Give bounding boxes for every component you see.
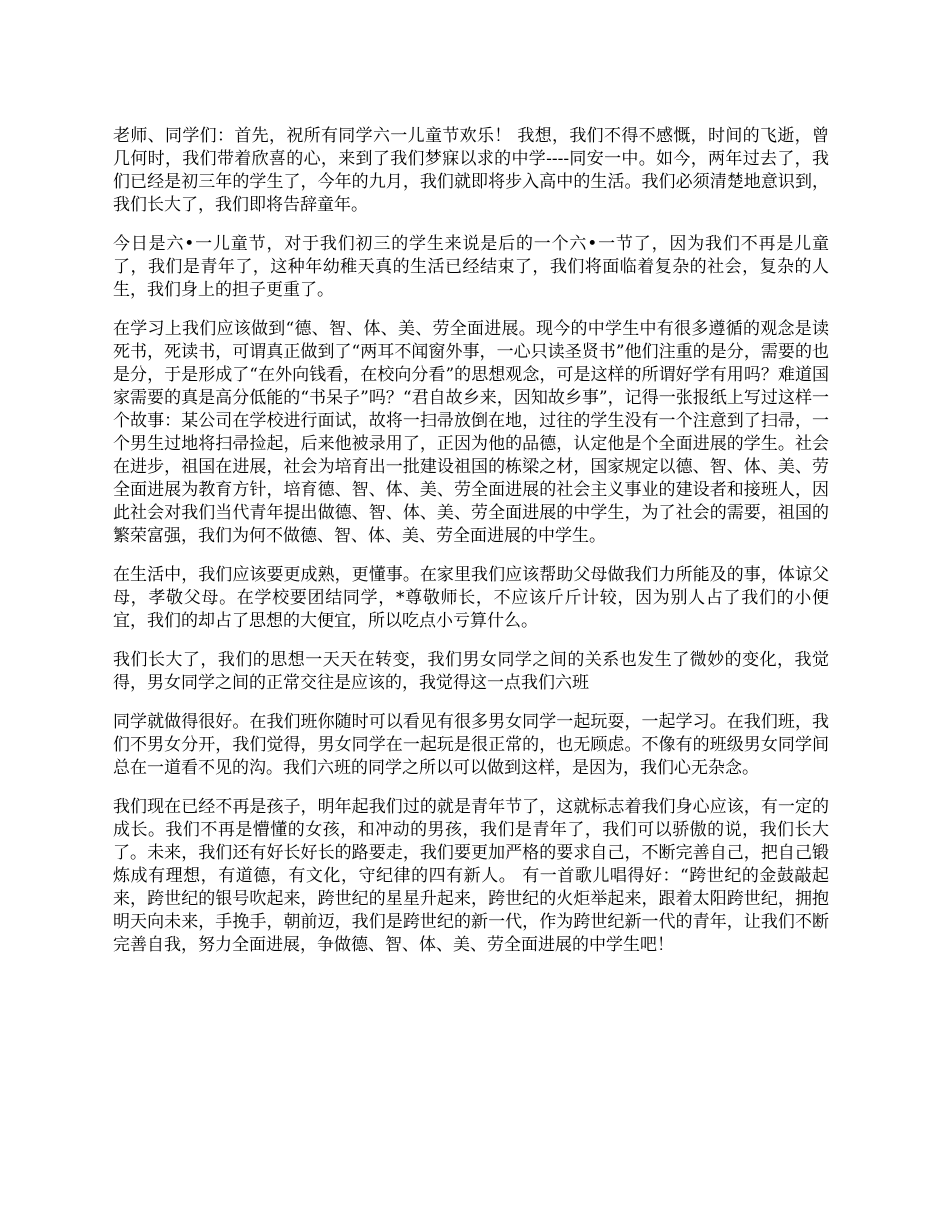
- paragraph-5: 我们长大了，我们的思想一天天在转变，我们男女同学之间的关系也发生了微妙的变化，我觉得，男女同学之间的正常交往是应该的，我觉得这一点我们六班: [113, 650, 829, 693]
- paragraph-2: 今日是六•一儿童节，对于我们初三的学生来说是后的一个六•一节了，因为我们不再是儿童了，我们是青年了，这种年幼稚天真的生活已经结束了，我们将面临着复杂的社会，复杂的人生，我们身上的担子更重了。: [113, 234, 829, 300]
- paragraph-6: 同学就做得很好。在我们班你随时可以看见有很多男女同学一起玩耍，一起学习。在我们班，我们不男女分开，我们觉得，男女同学在一起玩是很正常的，也无顾虑。不像有的班级男女同学间总在一道看不见的沟。我们六班的同学之所以可以做到这样，是因为，我们心无杂念。: [113, 712, 829, 778]
- paragraph-1: 老师、同学们：首先，祝所有同学六一儿童节欢乐！ 我想，我们不得不感慨，时间的飞逝，曾几何时，我们带着欣喜的心，来到了我们梦寐以求的中学----同安一中。如今，两年过去了，我们已经是初三年的学生了，今年的九月，我们就即将步入高中的生活。我们必须清楚地意识到，我们长大了，我们即将告辞童年。: [113, 126, 829, 215]
- paragraph-3: 在学习上我们应该做到“德、智、体、美、劳全面进展。现今的中学生中有很多遵循的观念是读死书，死读书，可谓真正做到了“两耳不闻窗外事，一心只读圣贤书”他们注重的是分，需要的也是分，于是形成了“在外向钱看，在校向分看”的思想观念，可是这样的所谓好学有用吗？难道国家需要的真是高分低能的“书呆子”吗？“君自故乡来，因知故乡事”，记得一张报纸上写过这样一个故事：某公司在学校进行面试，故将一扫帚放倒在地，过往的学生没有一个注意到了扫帚，一个男生过地将扫帚捡起，后来他被录用了，正因为他的品德，认定他是个全面进展的学生。社会在进步，祖国在进展，社会为培育出一批建设祖国的栋梁之材，国家规定以德、智、体、美、劳全面进展为教育方针，培育德、智、体、美、劳全面进展的社会主义事业的建设者和接班人，因此社会对我们当代青年提出做德、智、体、美、劳全面进展的中学生，为了社会的需要，祖国的繁荣富强，我们为何不做德、智、体、美、劳全面进展的中学生。: [113, 319, 829, 546]
- paragraph-7: 我们现在已经不再是孩子，明年起我们过的就是青年节了，这就标志着我们身心应该，有一定的成长。我们不再是懵懂的女孩，和冲动的男孩，我们是青年了，我们可以骄傲的说，我们长大了。未来，我们还有好长好长的路要走，我们要更加严格的要求自己，不断完善自己，把自己锻炼成有理想，有道德，有文化，守纪律的四有新人。 有一首歌儿唱得好：“跨世纪的金鼓敲起来，跨世纪的银号吹起来，跨世纪的星星升起来，跨世纪的火炬举起来，跟着太阳跨世纪，拥抱明天向未来，手挽手，朝前迈，我们是跨世纪的新一代，作为跨世纪新一代的青年，让我们不断完善自我，努力全面进展，争做德、智、体、美、劳全面进展的中学生吧！: [113, 797, 829, 955]
- document-body: [113, 125, 829, 973]
- paragraph-4: 在生活中，我们应该要更成熟，更懂事。在家里我们应该帮助父母做我们力所能及的事，体谅父母，孝敬父母。在学校要团结同学，*尊敬师长，不应该斤斤计较，因为别人占了我们的小便宜，我们的却占了思想的大便宜，所以吃点小亏算什么。: [113, 565, 829, 631]
